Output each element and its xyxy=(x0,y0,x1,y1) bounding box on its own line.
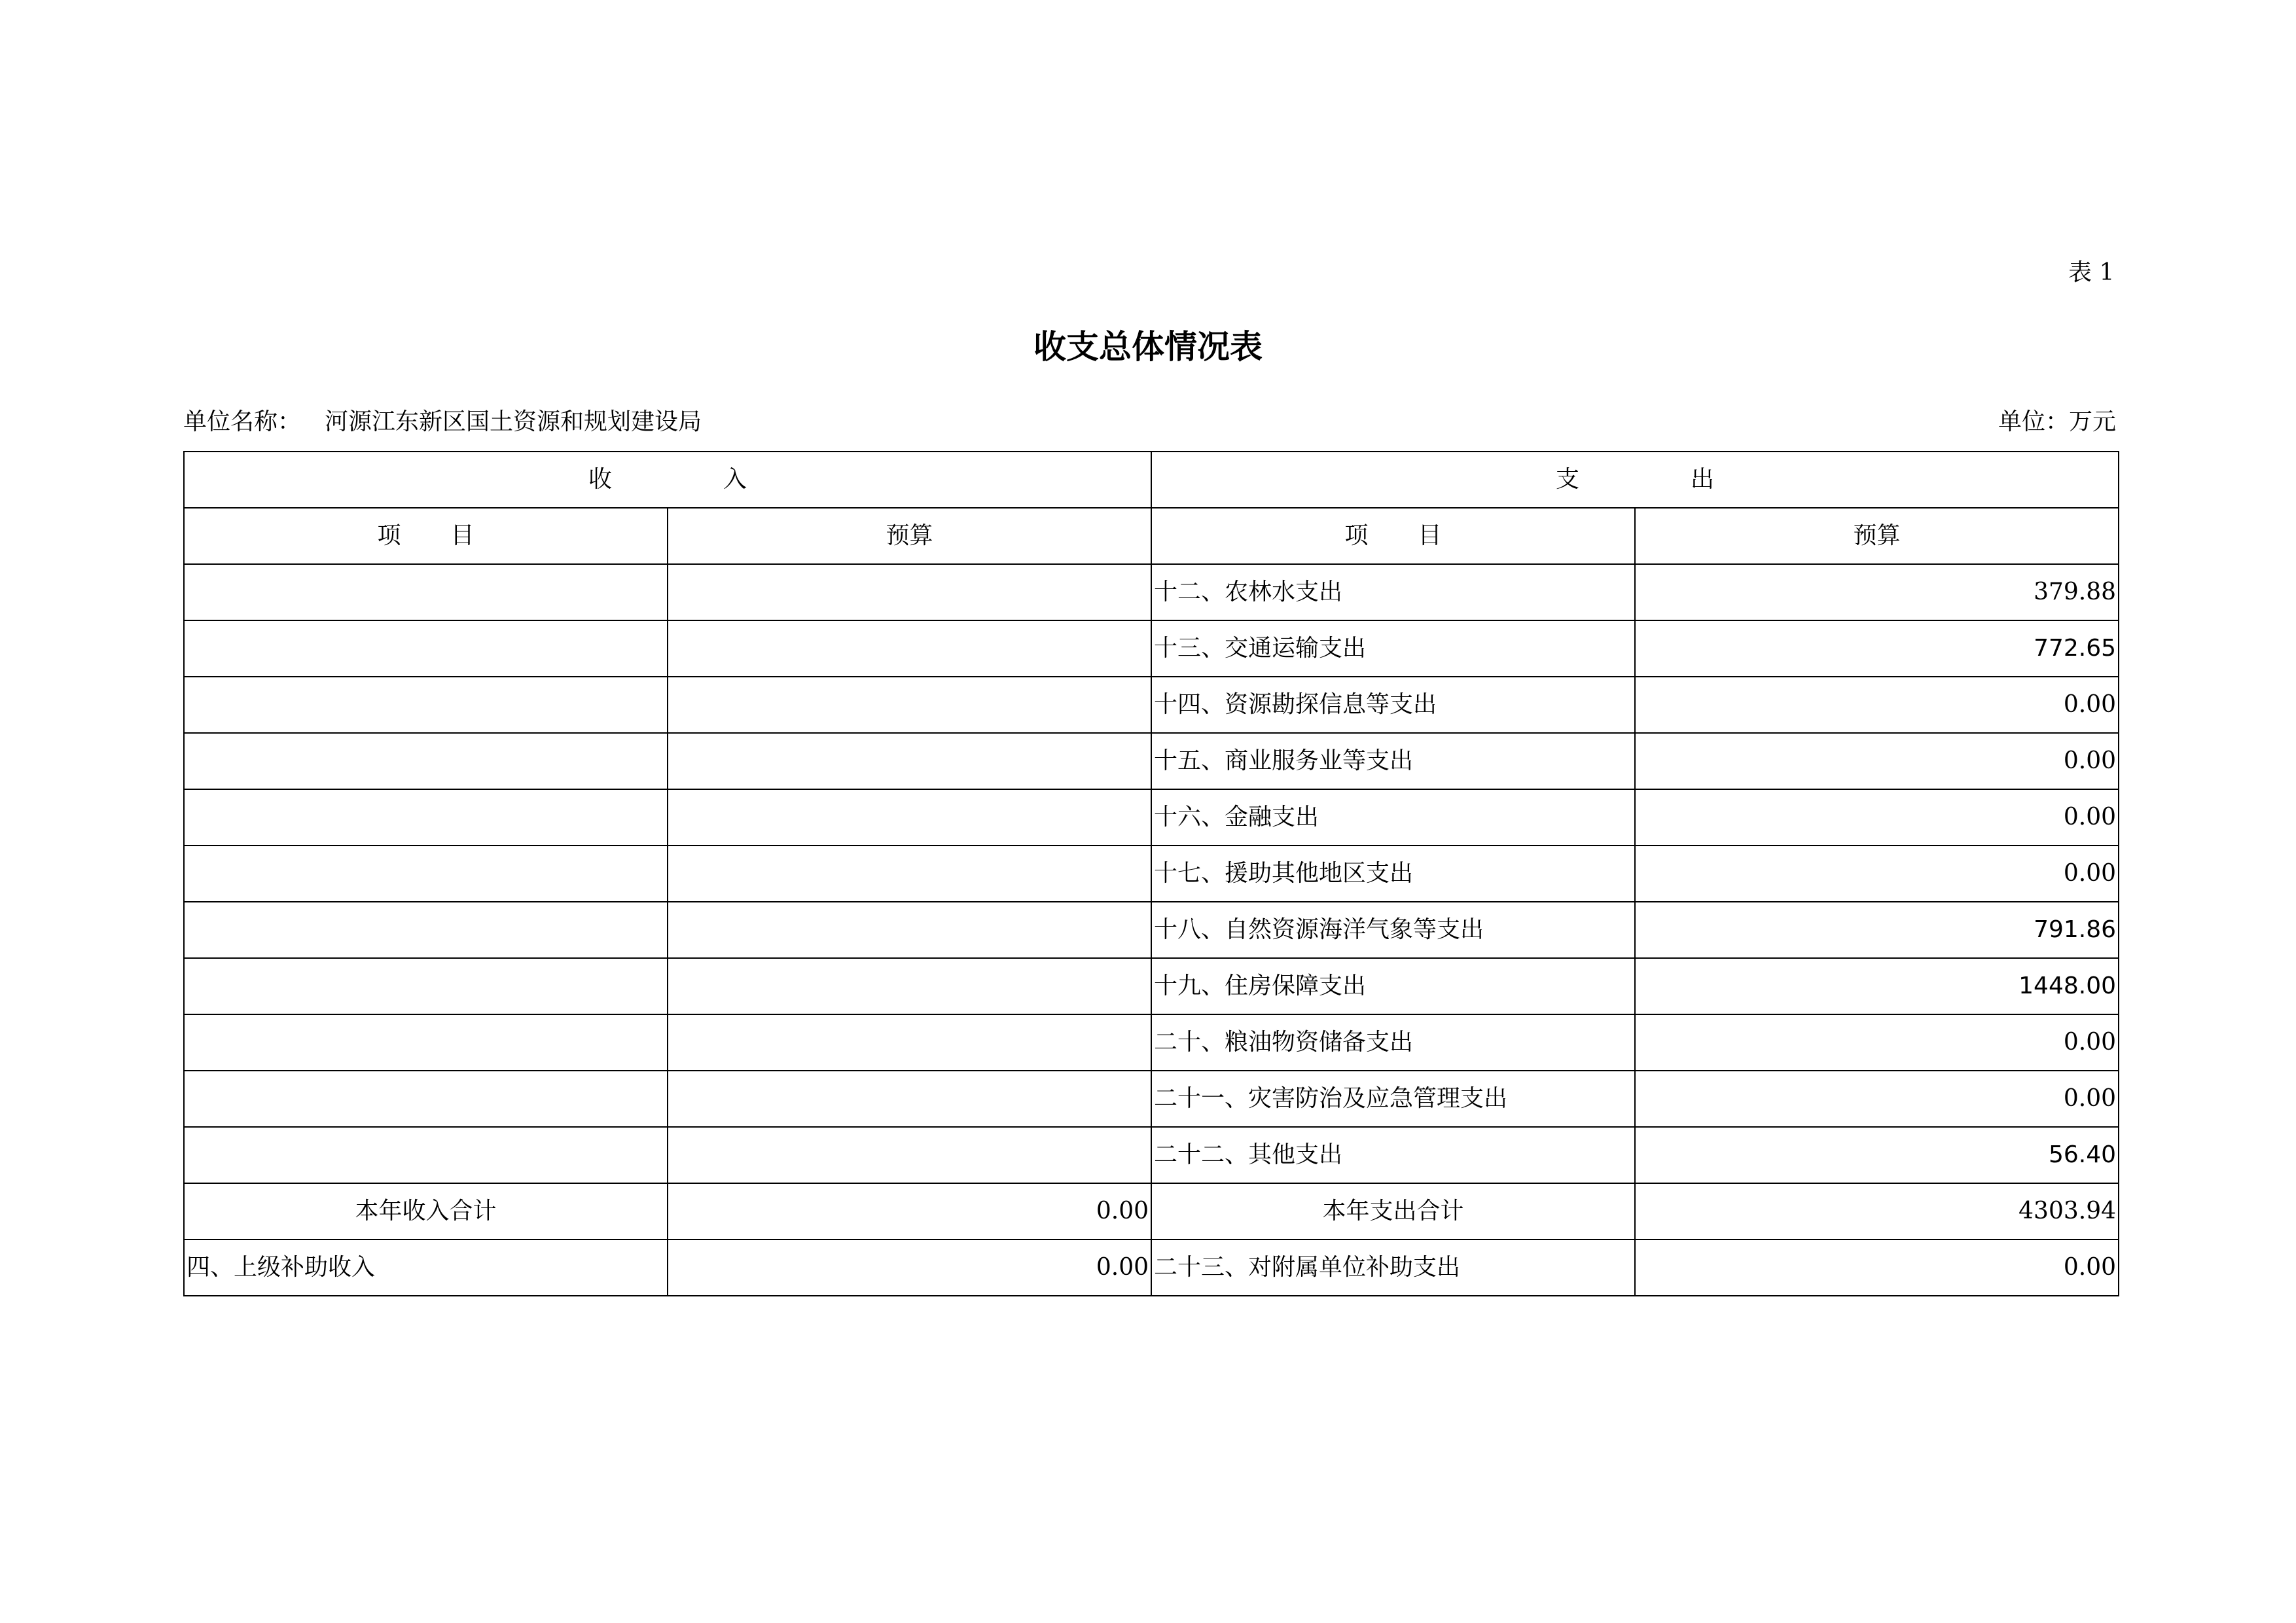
income-budget-cell xyxy=(668,620,1151,677)
table-row xyxy=(184,677,2119,733)
income-budget-cell: 0.00 xyxy=(668,1240,1151,1296)
income-budget-cell xyxy=(668,958,1151,1014)
expense-item-cell: 十七、援助其他地区支出 xyxy=(1151,846,1635,902)
table-row xyxy=(184,846,2119,902)
table-row xyxy=(184,789,2119,846)
table-row xyxy=(184,1071,2119,1127)
income-item-cell: 四、上级补助收入 xyxy=(184,1240,668,1296)
expense-item-cell: 十四、资源勘探信息等支出 xyxy=(1151,677,1635,733)
income-item-cell xyxy=(184,1071,668,1127)
table-row xyxy=(184,1127,2119,1183)
income-item-cell xyxy=(184,789,668,846)
income-budget-cell xyxy=(668,789,1151,846)
expense-budget-cell: 1448.00 xyxy=(1635,958,2119,1014)
income-budget-cell xyxy=(668,846,1151,902)
income-budget-header: 预算 xyxy=(668,508,1151,564)
expense-budget-header: 预算 xyxy=(1635,508,2119,564)
expense-item-cell: 二十一、灾害防治及应急管理支出 xyxy=(1151,1071,1635,1127)
expense-item-cell: 十五、商业服务业等支出 xyxy=(1151,733,1635,789)
table-row xyxy=(184,620,2119,677)
table-row xyxy=(184,733,2119,789)
income-budget-cell xyxy=(668,902,1151,958)
page-title: 收支总体情况表 xyxy=(1033,328,1263,366)
income-budget-cell xyxy=(668,1071,1151,1127)
currency-unit: 单位：万元 xyxy=(1998,408,2116,435)
table-row xyxy=(184,564,2119,620)
income-item-cell xyxy=(184,733,668,789)
expense-budget-cell: 56.40 xyxy=(1635,1127,2119,1183)
expense-budget-cell: 379.88 xyxy=(1635,564,2119,620)
unit-name-label: 单位名称： xyxy=(183,408,302,435)
totals-row xyxy=(184,1183,2119,1240)
income-budget-cell xyxy=(668,1014,1151,1071)
income-item-cell xyxy=(184,958,668,1014)
table-row xyxy=(184,902,2119,958)
income-item-cell xyxy=(184,1127,668,1183)
income-item-cell xyxy=(184,846,668,902)
expense-item-cell: 十九、住房保障支出 xyxy=(1151,958,1635,1014)
expense-item-cell: 十六、金融支出 xyxy=(1151,789,1635,846)
income-total-value: 0.00 xyxy=(668,1183,1151,1240)
expense-item-cell: 十二、农林水支出 xyxy=(1151,564,1635,620)
expense-item-cell: 十八、自然资源海洋气象等支出 xyxy=(1151,902,1635,958)
budget-table xyxy=(183,451,2119,1296)
income-total-label: 本年收入合计 xyxy=(184,1183,668,1240)
expense-budget-cell: 0.00 xyxy=(1635,1071,2119,1127)
table-number: 表 1 xyxy=(2068,259,2115,286)
table-row xyxy=(184,958,2119,1014)
income-budget-cell xyxy=(668,733,1151,789)
expense-budget-cell: 772.65 xyxy=(1635,620,2119,677)
expense-budget-cell: 0.00 xyxy=(1635,1014,2119,1071)
income-section-header: 收入 xyxy=(184,452,1151,508)
table-row xyxy=(184,1014,2119,1071)
income-budget-cell xyxy=(668,677,1151,733)
expense-item-header: 项目 xyxy=(1151,508,1635,564)
expense-item-cell: 二十三、对附属单位补助支出 xyxy=(1151,1240,1635,1296)
section-header-row xyxy=(184,452,2119,508)
income-item-header: 项目 xyxy=(184,508,668,564)
table-row xyxy=(184,1240,2119,1296)
unit-name-line xyxy=(183,402,702,442)
column-header-row xyxy=(184,508,2119,564)
income-budget-cell xyxy=(668,564,1151,620)
expense-budget-cell: 0.00 xyxy=(1635,677,2119,733)
income-item-cell xyxy=(184,620,668,677)
income-item-cell xyxy=(184,564,668,620)
income-item-cell xyxy=(184,677,668,733)
expense-item-cell: 二十二、其他支出 xyxy=(1151,1127,1635,1183)
expense-section-header: 支出 xyxy=(1151,452,2119,508)
expense-item-cell: 二十、粮油物资储备支出 xyxy=(1151,1014,1635,1071)
income-budget-cell xyxy=(668,1127,1151,1183)
expense-total-label: 本年支出合计 xyxy=(1151,1183,1635,1240)
expense-budget-cell: 0.00 xyxy=(1635,733,2119,789)
expense-item-cell: 十三、交通运输支出 xyxy=(1151,620,1635,677)
expense-budget-cell: 0.00 xyxy=(1635,1240,2119,1296)
income-item-cell xyxy=(184,1014,668,1071)
expense-budget-cell: 0.00 xyxy=(1635,789,2119,846)
income-item-cell xyxy=(184,902,668,958)
unit-name-value: 河源江东新区国土资源和规划建设局 xyxy=(325,408,702,435)
expense-budget-cell: 0.00 xyxy=(1635,846,2119,902)
expense-budget-cell: 791.86 xyxy=(1635,902,2119,958)
expense-total-value: 4303.94 xyxy=(1635,1183,2119,1240)
